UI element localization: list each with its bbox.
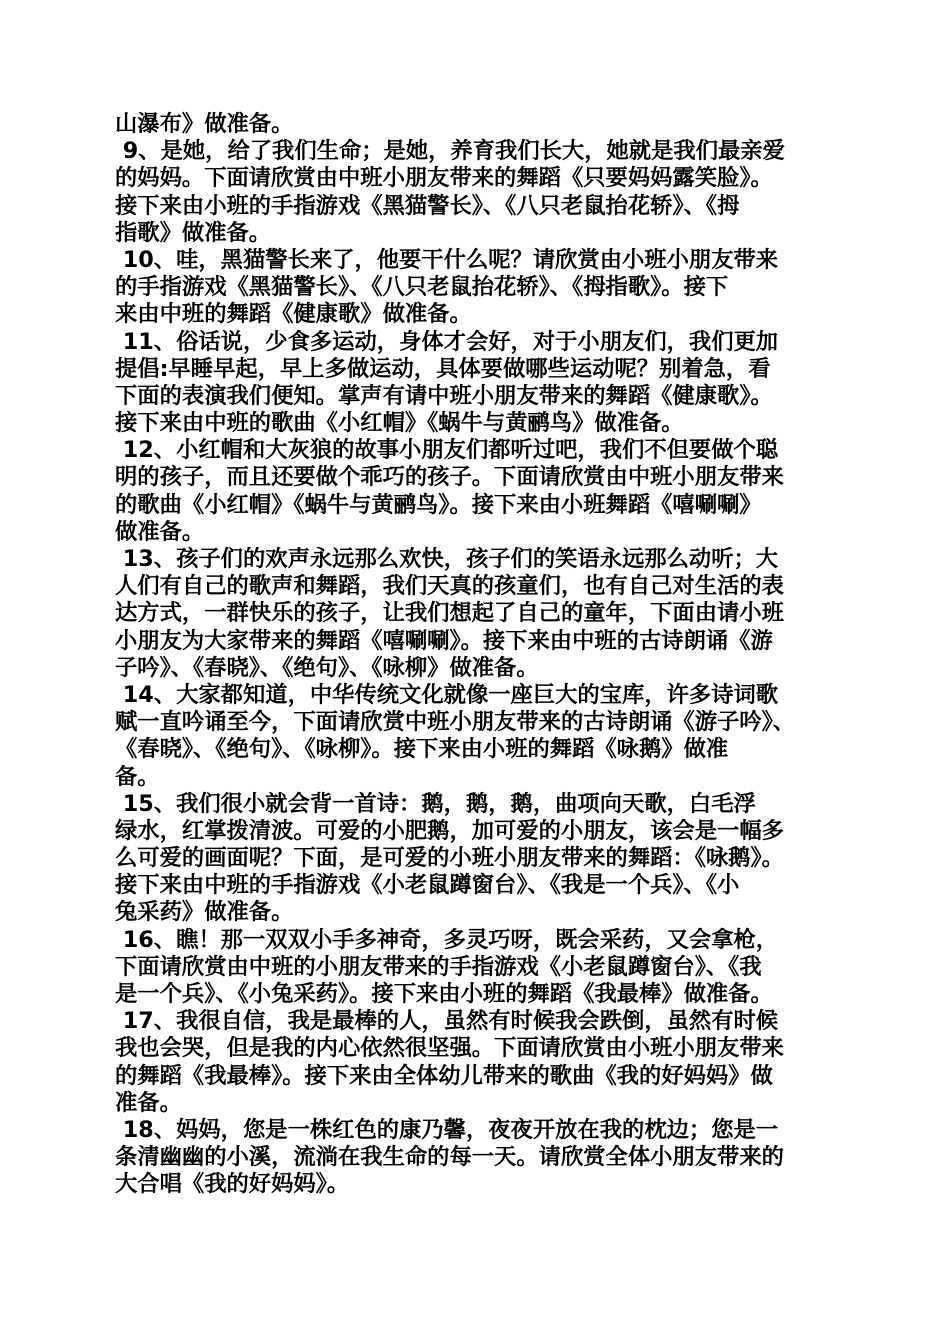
text-line: 17、我很自信，我是最棒的人，虽然有时候我会跌倒，虽然有时候 — [115, 1008, 779, 1035]
text-line: 做准备。 — [115, 518, 205, 545]
text-line: 指歌》做准备。 — [115, 219, 272, 246]
text-line: 接下来由中班的歌曲《小红帽》《蜗牛与黄鹂鸟》做准备。 — [115, 410, 684, 437]
text-line: 接下来由中班的手指游戏《小老鼠蹲窗台》、《我是一个兵》、《小 — [115, 872, 740, 899]
text-line: 的歌曲《小红帽》《蜗牛与黄鹂鸟》。接下来由小班舞蹈《嘻唰唰》 — [115, 491, 762, 518]
text-line: 14、大家都知道，中华传统文化就像一座巨大的宝库，许多诗词歌 — [115, 681, 779, 708]
text-line: 赋一直吟诵至今，下面请欣赏中班小朋友带来的古诗朗诵《游子吟》、 — [115, 709, 796, 736]
text-line: 绿水，红掌拨清波。可爱的小肥鹅，加可爱的小朋友，该会是一幅多 — [115, 817, 784, 844]
text-line: 我也会哭，但是我的内心依然很坚强。下面请欣赏由小班小朋友带来 — [115, 1035, 784, 1062]
document-body-text — [115, 111, 855, 1199]
text-line: 接下来由小班的手指游戏《黑猫警长》、《八只老鼠抬花轿》、《拇 — [115, 192, 740, 219]
text-line: 《春晓》、《绝句》、《咏柳》。接下来由小班的舞蹈《咏鹅》做准 — [115, 736, 729, 763]
text-line: 子吟》、《春晓》、《绝句》、《咏柳》做准备。 — [115, 654, 539, 681]
text-line: 16、瞧！那一双双小手多神奇，多灵巧呀，既会采药，又会拿枪， — [115, 926, 779, 953]
text-line: 下面请欣赏由中班的小朋友带来的手指游戏《小老鼠蹲窗台》、《我 — [115, 953, 762, 980]
text-line: 18、妈妈，您是一株红色的康乃馨，夜夜开放在我的枕边；您是一 — [115, 1116, 779, 1143]
text-line: 么可爱的画面呢？下面，是可爱的小班小朋友带来的舞蹈：《咏鹅》。 — [115, 845, 784, 872]
text-line: 达方式，一群快乐的孩子，让我们想起了自己的童年，下面由请小班 — [115, 600, 784, 627]
text-line: 准备。 — [115, 1089, 182, 1116]
text-line: 明的孩子，而且还要做个乖巧的孩子。下面请欣赏由中班小朋友带来 — [115, 464, 784, 491]
text-line: 山瀑布》做准备。 — [115, 111, 294, 137]
text-line: 13、孩子们的欢声永远那么欢快，孩子们的笑语永远那么动听；大 — [115, 546, 779, 572]
text-line: 大合唱《我的好妈妈》。 — [115, 1171, 350, 1198]
text-line: 人们有自己的歌声和舞蹈，我们天真的孩童们，也有自己对生活的表 — [115, 573, 784, 600]
text-line: 的妈妈。下面请欣赏由中班小朋友带来的舞蹈《只要妈妈露笑脸》。 — [115, 165, 773, 192]
text-line: 条清幽幽的小溪，流淌在我生命的每一天。请欣赏全体小朋友带来的 — [115, 1144, 784, 1171]
text-line: 9、是她，给了我们生命；是她，养育我们长大，她就是我们最亲爱 — [115, 138, 785, 165]
text-line: 小朋友为大家带来的舞蹈《嘻唰唰》。接下来由中班的古诗朗诵《游 — [115, 627, 773, 654]
text-line: 是一个兵》、《小兔采药》。接下来由小班的舞蹈《我最棒》做准备。 — [115, 981, 773, 1007]
text-line: 12、小红帽和大灰狼的故事小朋友们都听过吧，我们不但要做个聪 — [115, 437, 779, 464]
text-line: 提倡:早睡早起，早上多做运动，具体要做哪些运动呢？别着急，看 — [115, 355, 771, 382]
text-line: 15、我们很小就会背一首诗：鹅，鹅，鹅，曲项向天歌，白毛浮 — [115, 790, 756, 817]
text-line: 兔采药》做准备。 — [115, 899, 294, 926]
text-line: 10、哇，黑猫警长来了，他要干什么呢？请欣赏由小班小朋友带来 — [115, 246, 779, 273]
text-line: 来由中班的舞蹈《健康歌》做准备。 — [115, 301, 472, 328]
text-line: 下面的表演我们便知。掌声有请中班小朋友带来的舞蹈《健康歌》。 — [115, 382, 773, 409]
text-line: 11、俗话说，少食多运动，身体才会好，对于小朋友们，我们更加 — [115, 328, 779, 355]
text-line: 备。 — [115, 763, 160, 790]
text-line: 的舞蹈《我最棒》。接下来由全体幼儿带来的歌曲《我的好妈妈》做 — [115, 1062, 773, 1089]
text-line: 的手指游戏《黑猫警长》、《八只老鼠抬花轿》、《拇指歌》。接下 — [115, 274, 729, 301]
